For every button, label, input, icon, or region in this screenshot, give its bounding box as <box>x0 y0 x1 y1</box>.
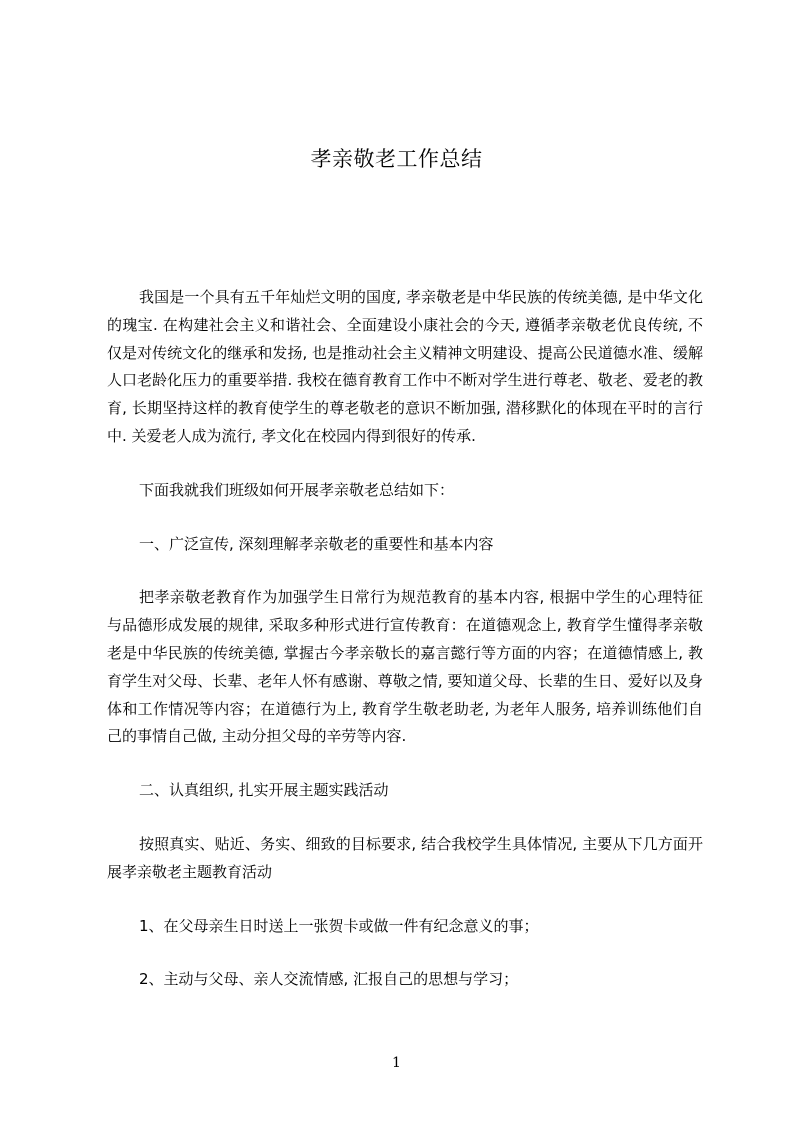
document-title: 孝亲敬老工作总结 <box>310 147 483 171</box>
section-heading-1: 一、广泛宣传, 深刻理解孝亲敬老的重要性和基本内容 <box>139 534 494 553</box>
paragraph-section-2: 按照真实、贴近、务实、细致的目标要求, 结合我校学生具体情况, 主要从下几方面开展孝亲敬老主题教育活动 <box>107 834 703 881</box>
document-body <box>107 284 703 994</box>
paragraph-section-1: 把孝亲敬老教育作为加强学生日常行为规范教育的基本内容, 根据中学生的心理特征与品德形成发展的规律, 采取多种形式进行宣传教育：在道德观念上, 教育学生懂得孝亲敬老是中华民族的传统美德, 掌握古今孝亲敬长的嘉言懿行等方面的内容；在道德情感上, 教育学生对父母、长辈、老年人怀有感谢、尊敬之情, 要知道父母、长辈的生日、爱好以及身体和工作情况等内容；在道德行为上, 教育学生敬老助老, 为老年人服务, 培养训练他们自己的事情自己做, 主动分担父母的辛劳等内容. <box>107 588 703 746</box>
paragraph-intro: 我国是一个具有五千年灿烂文明的国度, 孝亲敬老是中华民族的传统美德, 是中华文化的瑰宝. 在构建社会主义和谐社会、全面建设小康社会的今天, 遵循孝亲敬老优良传统, 不仅是对传统文化的继承和发扬, 也是推动社会主义精神文明建设、提高公民道德水准、缓解人口老龄化压力的重要举措. 我校在德育教育工作中不断对学生进行尊老、敬老、爱老的教育, 长期坚持这样的教育使学生的尊老敬老的意识不断加强, 潜移默化的体现在平时的言行中. 关爱老人成为流行, 孝文化在校园内得到很好的传承. <box>107 288 703 445</box>
section-heading-2: 二、认真组织, 扎实开展主题实践活动 <box>139 781 389 800</box>
list-item-2: 2、主动与父母、亲人交流情感, 汇报自己的思想与学习； <box>139 970 519 989</box>
paragraph-summary-lead: 下面我就我们班级如何开展孝亲敬老总结如下： <box>139 480 455 499</box>
list-item-1: 1、在父母亲生日时送上一张贺卡或做一件有纪念意义的事； <box>139 916 539 935</box>
page-number: 1 <box>392 1055 401 1071</box>
